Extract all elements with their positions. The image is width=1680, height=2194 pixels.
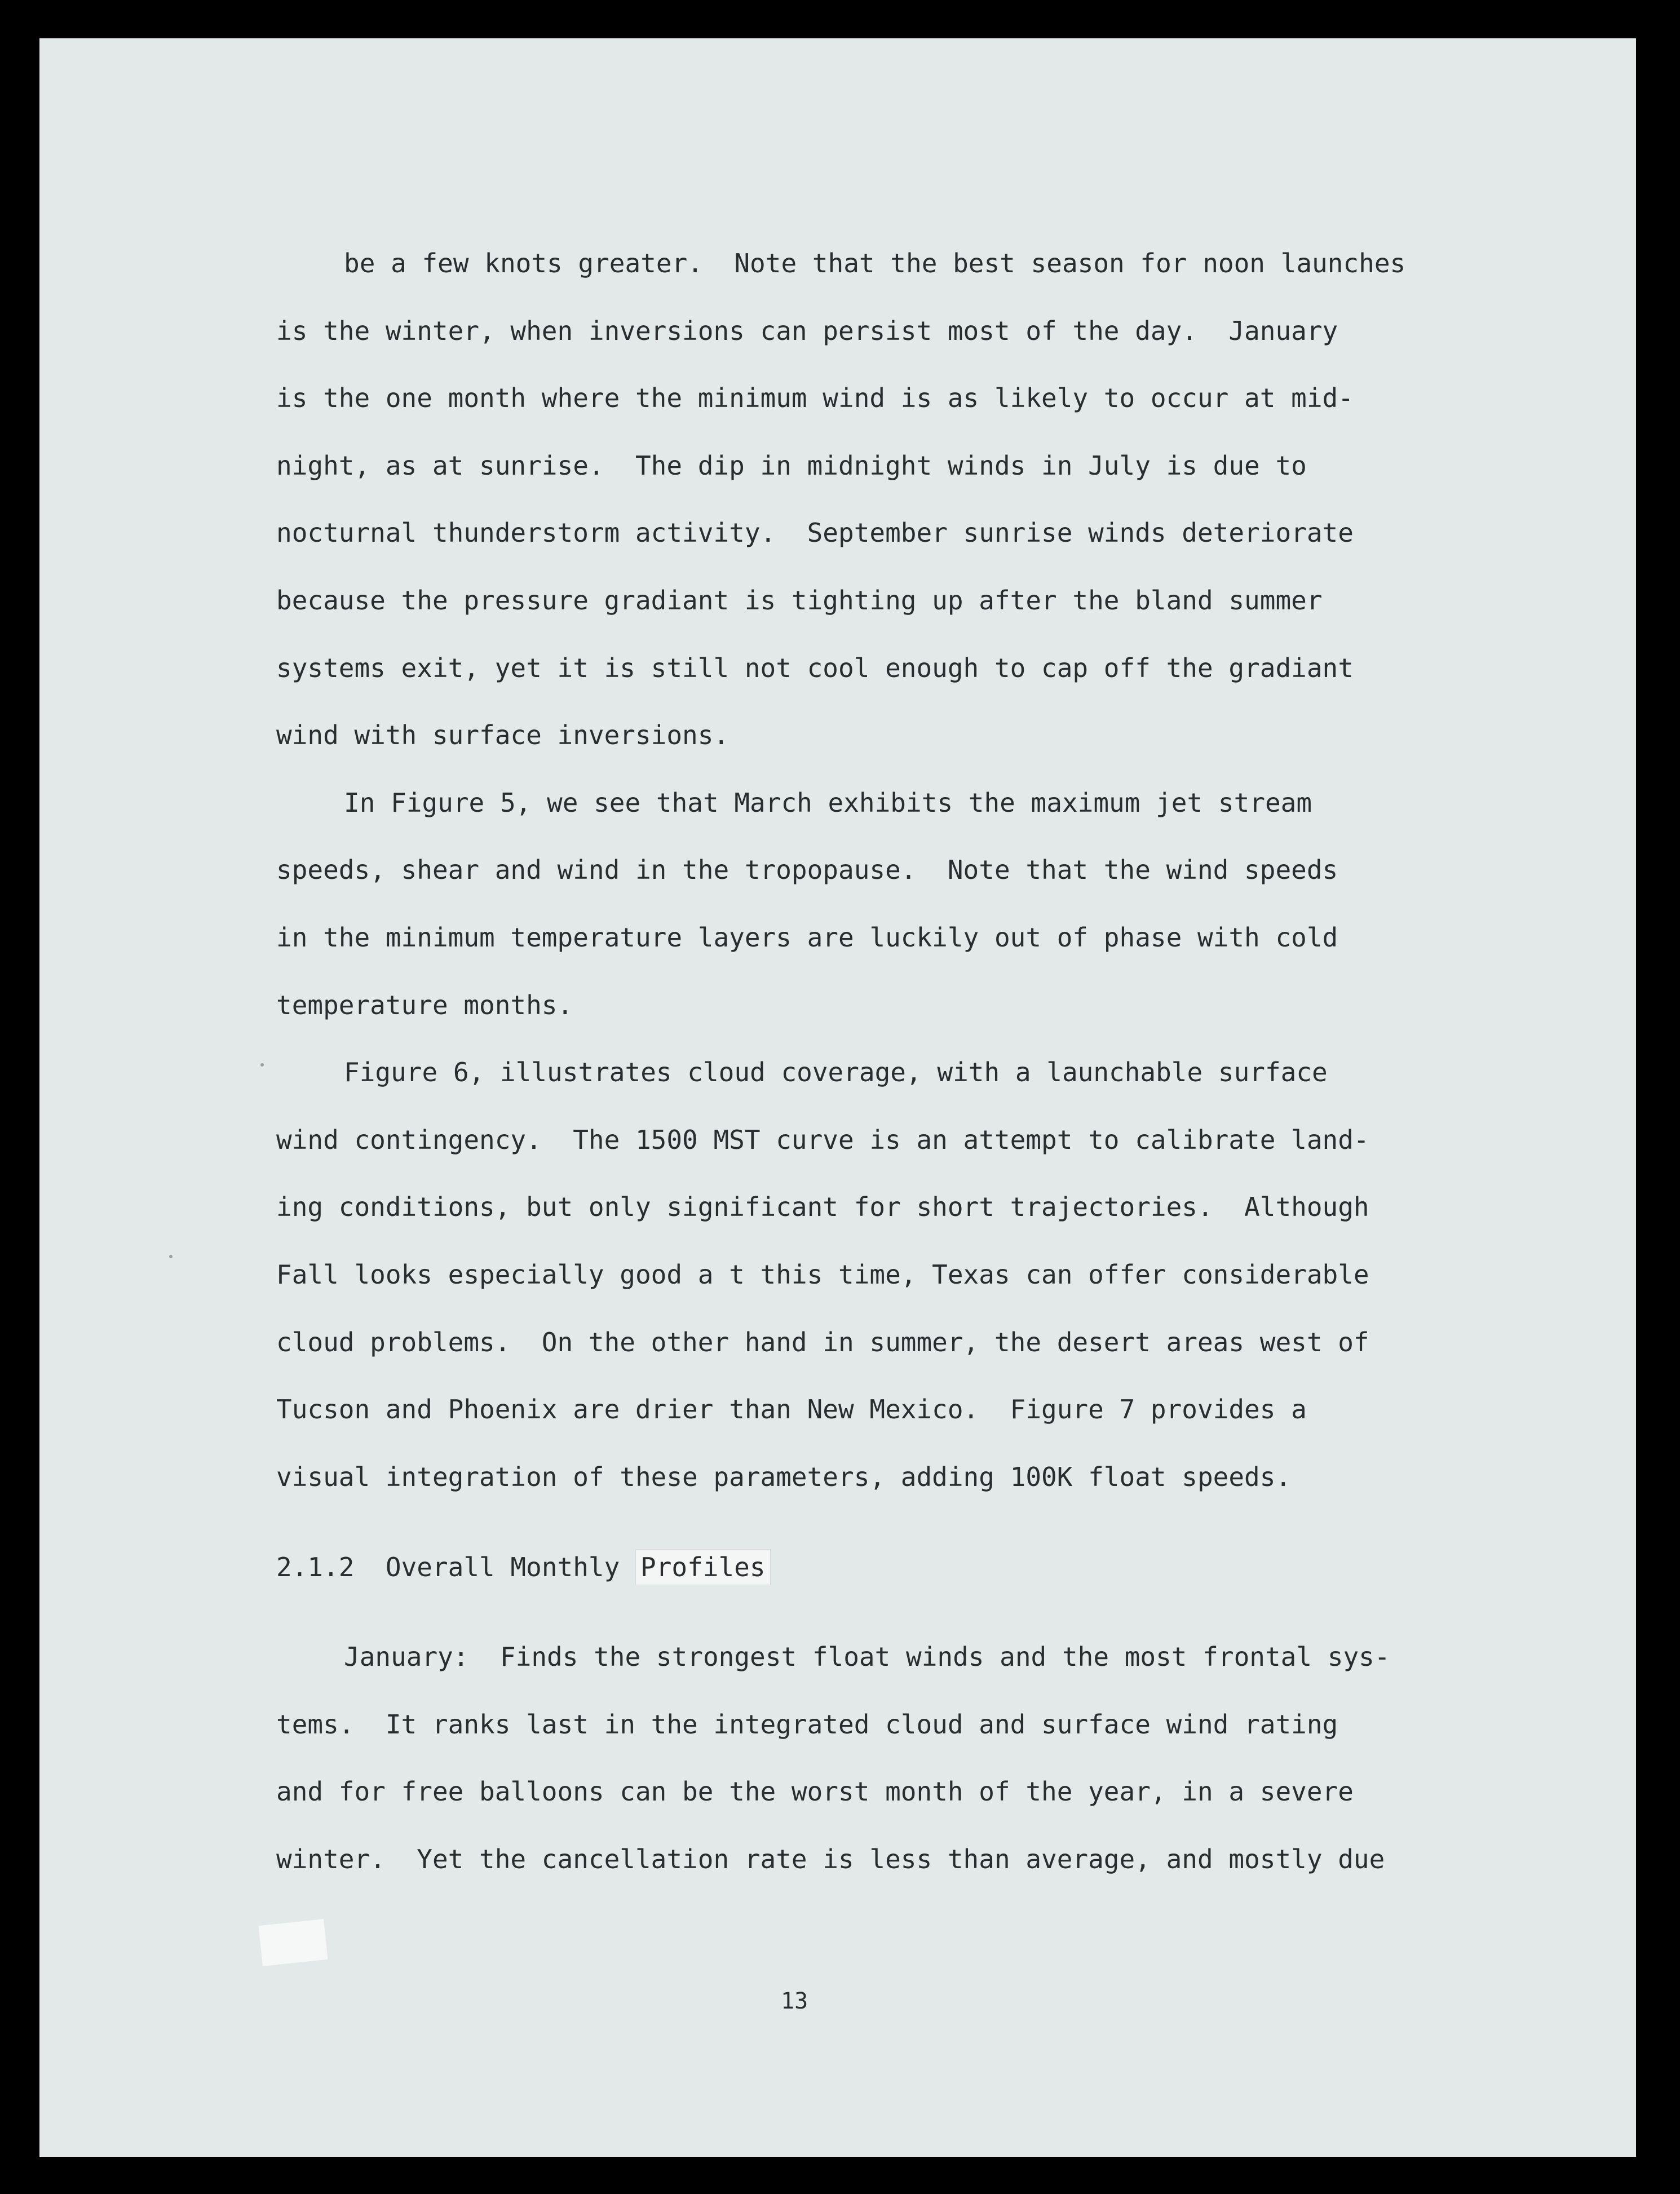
text-line: Fall looks especially good a t this time, Texas can offer considerable (276, 1259, 1369, 1290)
text-line: temperature months. (276, 989, 573, 1020)
section-heading (276, 1511, 1505, 1624)
body-text (276, 230, 1505, 1894)
text-line: tems. It ranks last in the integrated cloud and surface wind rating (276, 1709, 1338, 1740)
text-line: speeds, shear and wind in the tropopause. Note that the wind speeds (276, 855, 1338, 886)
text-line: is the one month where the minimum wind is as likely to occur at mid- (276, 383, 1354, 414)
paragraph-1 (276, 230, 1505, 769)
section-title: Overall Monthly (385, 1552, 620, 1583)
paragraph-january (276, 1624, 1505, 1893)
paragraph-2 (276, 769, 1505, 1039)
text-line: systems exit, yet it is still not cool enough to cap off the gradiant (276, 652, 1354, 683)
text-line: In Figure 5, we see that March exhibits the maximum jet stream (344, 787, 1312, 818)
text-line: cloud problems. On the other hand in summer, the desert areas west of (276, 1326, 1369, 1357)
paragraph-3 (276, 1039, 1505, 1511)
text-line: in the minimum temperature layers are luckily out of phase with cold (276, 922, 1338, 953)
text-line: because the pressure gradiant is tighting up after the bland summer (276, 585, 1323, 616)
text-line: wind contingency. The 1500 MST curve is an attempt to calibrate land- (276, 1124, 1369, 1155)
text-line: and for free balloons can be the worst month of the year, in a severe (276, 1776, 1354, 1807)
speck-mark (169, 1255, 173, 1258)
section-number: 2.1.2 (276, 1552, 355, 1583)
text-line: winter. Yet the cancellation rate is less than average, and mostly due (276, 1844, 1385, 1875)
text-line: ing conditions, but only significant for short trajectories. Although (276, 1192, 1369, 1223)
text-line: wind with surface inversions. (276, 720, 730, 751)
text-line: be a few knots greater. Note that the best season for noon launches (344, 248, 1406, 278)
text-line: visual integration of these parameters, adding 100K float speeds. (276, 1461, 1292, 1492)
text-line: Figure 6, illustrates cloud coverage, with a launchable surface (344, 1057, 1328, 1088)
text-line: nocturnal thunderstorm activity. September sunrise winds deteriorate (276, 517, 1354, 548)
text-line: night, as at sunrise. The dip in midnight winds in July is due to (276, 450, 1307, 481)
text-line: January: Finds the strongest float winds and the most frontal sys- (344, 1642, 1390, 1673)
section-title-highlight: Profiles (635, 1549, 771, 1585)
paper-scrap (259, 1919, 328, 1966)
text-line: Tucson and Phoenix are drier than New Mexico. Figure 7 provides a (276, 1394, 1307, 1425)
page-number: 13 (781, 1988, 808, 2014)
text-line: is the winter, when inversions can persist most of the day. January (276, 315, 1338, 346)
speck-mark (260, 1063, 264, 1067)
